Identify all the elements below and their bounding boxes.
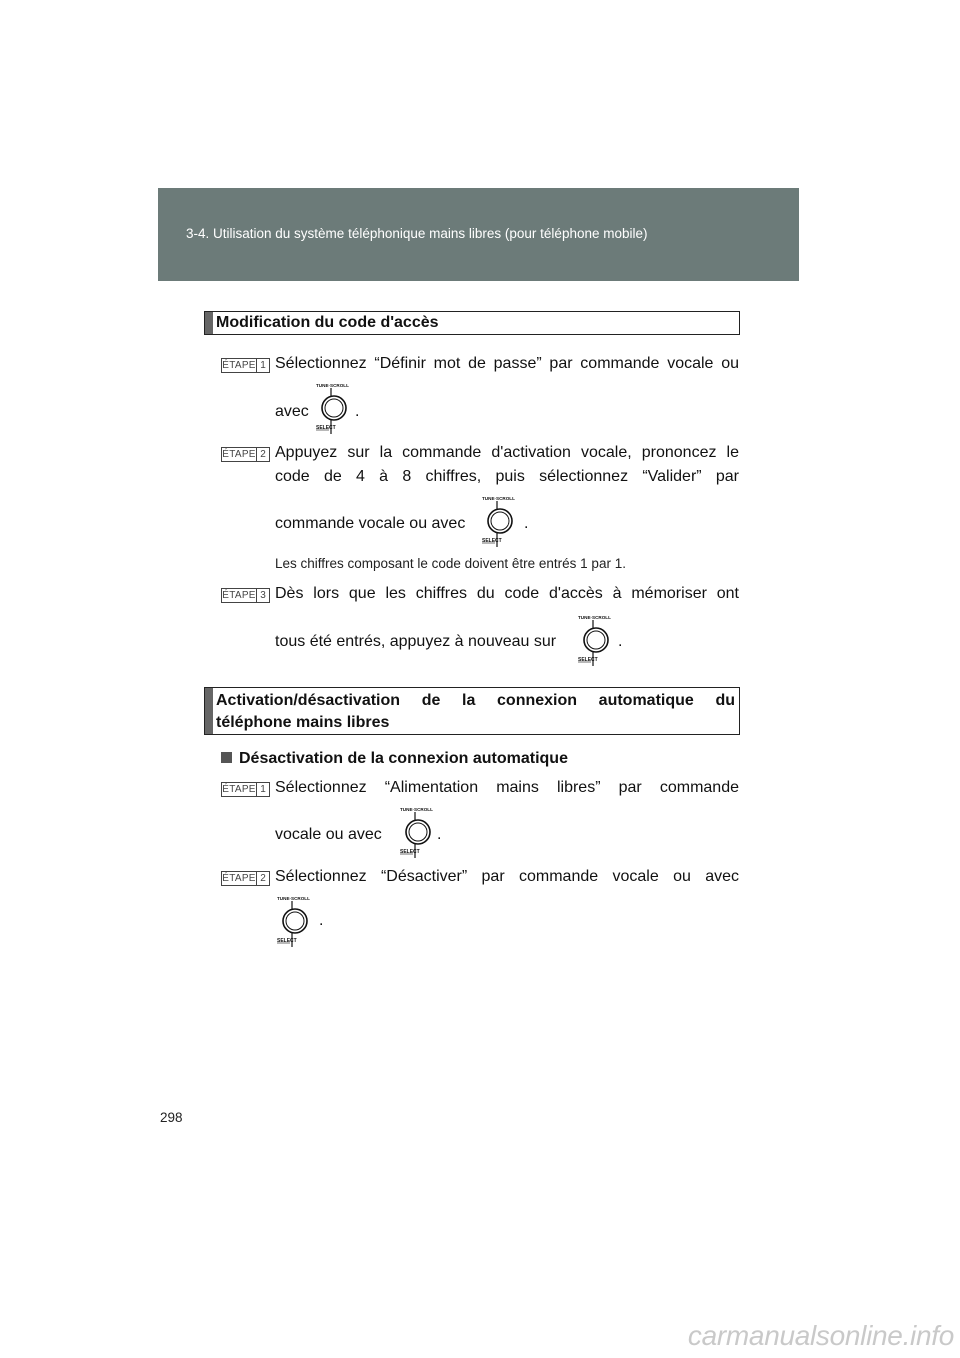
tune-select-knob-icon: [480, 493, 529, 549]
step-badge: ÉTAPE 3: [221, 588, 270, 603]
step-text: .: [437, 826, 442, 843]
step-badge: ÉTAPE 2: [221, 447, 270, 462]
step-badge: ÉTAPE 1: [221, 358, 270, 373]
page-number: 298: [160, 1110, 183, 1125]
step-text: Dès lors que les chiffres du code d'accès à mémoriser ont: [275, 585, 739, 602]
step-text: code de 4 à 8 chiffres, puis sélectionnez “Valider” par: [275, 468, 739, 485]
step-badge: ÉTAPE 2: [221, 871, 270, 886]
step-text: Sélectionnez “Désactiver” par commande vocale ou avec: [275, 868, 739, 885]
tune-select-knob-icon: [314, 380, 360, 436]
watermark: carmanualsonline.info: [687, 1320, 954, 1351]
note-text: Les chiffres composant le code doivent être entrés 1 par 1.: [275, 556, 626, 571]
section-bar: [205, 688, 213, 734]
step-badge: ÉTAPE 1: [221, 782, 270, 797]
subheading: Désactivation de la connexion automatique: [221, 750, 568, 768]
step-text: Sélectionnez “Définir mot de passe” par commande vocale ou: [275, 355, 739, 372]
chapter-title: 3-4. Utilisation du système téléphonique mains libres (pour téléphone mobile): [186, 226, 648, 241]
chapter-header: [158, 188, 799, 281]
section-bar: [205, 312, 213, 334]
square-bullet-icon: [221, 752, 232, 763]
step-text: Sélectionnez “Alimentation mains libres” par commande: [275, 779, 739, 796]
tune-select-knob-icon: [576, 612, 622, 668]
section-title-box: [204, 687, 740, 735]
step-text: commande vocale ou avec: [275, 515, 466, 532]
step-text: .: [319, 912, 324, 929]
section-title: Modification du code d'accès: [216, 314, 439, 331]
step-text: .: [355, 403, 360, 420]
step-text: Appuyez sur la commande d'activation vocale, prononcez le: [275, 444, 739, 461]
step-text: .: [618, 633, 623, 650]
tune-select-knob-icon: [275, 893, 324, 949]
step-text: vocale ou avec: [275, 826, 382, 843]
section-title: téléphone mains libres: [216, 714, 390, 731]
step-text: avec: [275, 403, 309, 420]
section-title: Activation/désactivation de la connexion automatique du: [216, 692, 735, 709]
step-text: .: [524, 515, 529, 532]
step-text: tous été entrés, appuyez à nouveau sur: [275, 633, 557, 650]
section-title-box: [204, 311, 740, 335]
